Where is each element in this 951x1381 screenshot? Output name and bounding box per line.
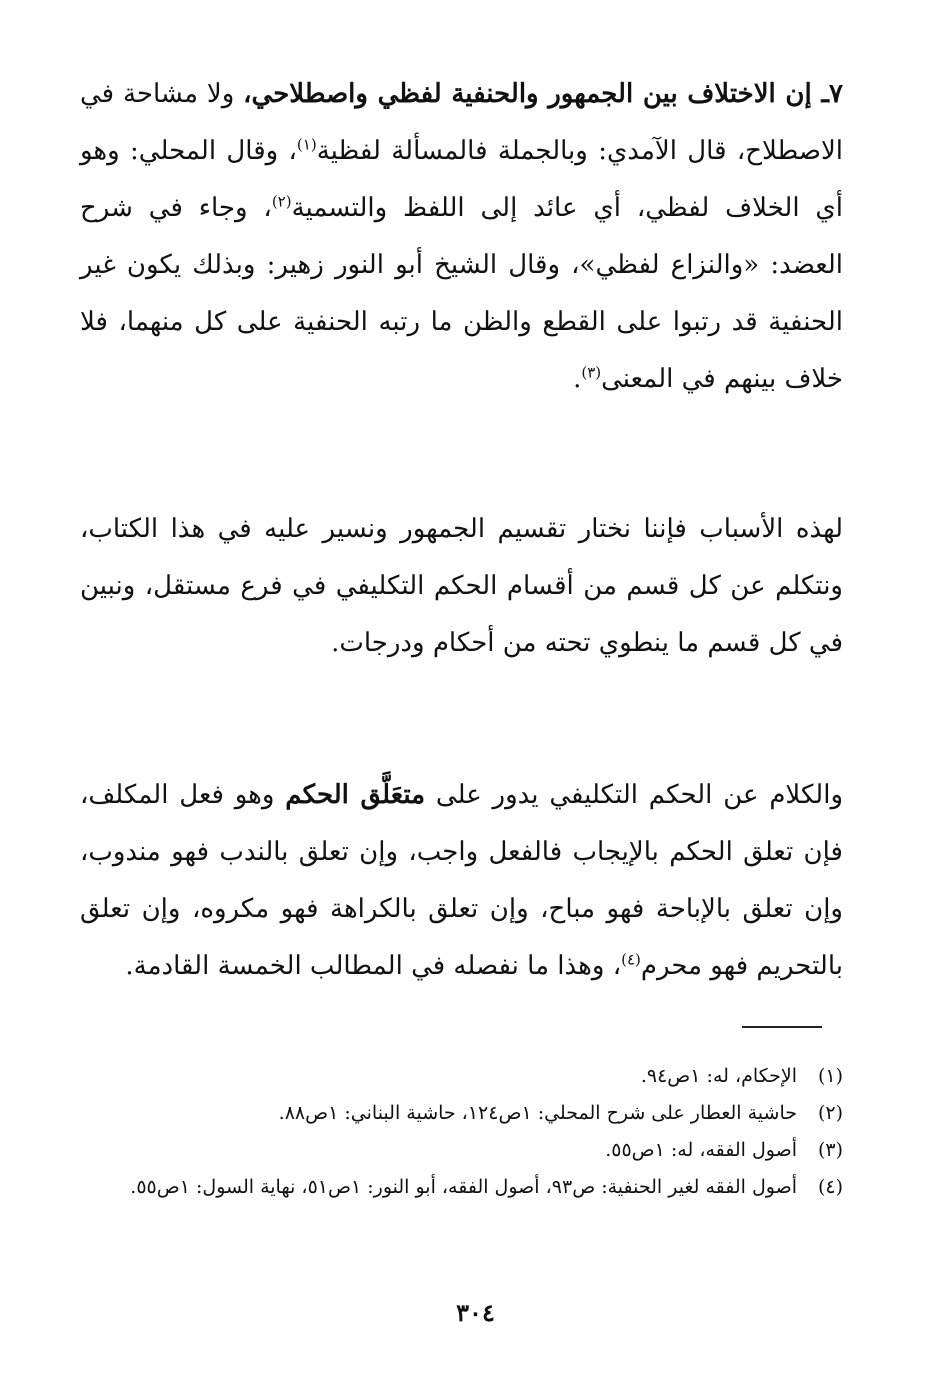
paragraph-1-text-b: ، وقال المحلي: وهو أي الخلاف لفظي، أي عائد إلى اللفظ والتسمية <box>80 136 843 223</box>
footnote-1 <box>80 1058 843 1095</box>
footnote-ref-1[interactable]: (١) <box>296 135 317 154</box>
footnote-text: أصول الفقه لغير الحنفية: ص٩٣، أصول الفقه، أبو النور: ١ص٥١، نهاية السول: ١ص٥٥. <box>130 1176 797 1198</box>
footnote-text: أصول الفقه، له: ١ص٥٥. <box>605 1139 797 1161</box>
footnote-ref-2[interactable]: (٢) <box>271 192 292 211</box>
footnote-ref-4[interactable]: (٤) <box>621 950 641 969</box>
paragraph-3 <box>80 767 843 995</box>
footnote-text: الإحكام، له: ١ص٩٤. <box>640 1065 797 1087</box>
footnote-number: (٢) <box>817 1102 843 1124</box>
footnote-ref-3[interactable]: (٣) <box>581 363 602 382</box>
paragraph-1-heading: ٧ـ إن الاختلاف بين الجمهور والحنفية لفظي واصطلاحي، <box>243 79 843 109</box>
paragraph-3-text-a: والكلام عن الحكم التكليفي يدور على <box>425 780 843 810</box>
footnote-text: حاشية العطار على شرح المحلي: ١ص١٢٤، حاشية البناني: ١ص٨٨. <box>278 1102 797 1124</box>
footnotes-section <box>80 1058 843 1206</box>
paragraph-3-bold-term: متعَلَّق الحكم <box>285 780 426 810</box>
paragraph-1 <box>80 66 843 408</box>
footnote-4 <box>80 1169 843 1206</box>
page-number: ٣٠٤ <box>456 1298 495 1327</box>
footnote-number: (٣) <box>817 1139 843 1161</box>
footnote-separator <box>742 1026 822 1028</box>
paragraph-1-text-d: . <box>573 364 582 394</box>
paragraph-2: لهذه الأسباب فإننا نختار تقسيم الجمهور ونسير عليه في هذا الكتاب، ونتكلم عن كل قسم من أقسام الحكم التكليفي في فرع مستقل، ونبين في كل قسم ما ينطوي تحته من أحكام ودرجات. <box>80 514 843 658</box>
footnote-number: (١) <box>817 1065 843 1087</box>
paragraph-3-text-b: وهو فعل المكلف، فإن تعلق الحكم بالإيجاب فالفعل واجب، وإن تعلق بالندب فهو مندوب، وإن تعلق بالإباحة فهو مباح، وإن تعلق بالكراهة فهو مكروه، وإن تعلق بالتحريم فهو محرم <box>80 780 843 981</box>
paragraph-1-text-a: ولا مشاحة في الاصطلاح، قال الآمدي: وبالجملة فالمسألة لفظية <box>80 79 843 166</box>
footnote-2 <box>80 1095 843 1132</box>
footnote-number: (٤) <box>817 1176 843 1198</box>
page-body <box>80 66 843 995</box>
paragraph-1-text-c: ، وجاء في شرح العضد: «والنزاع لفظي»، وقال الشيخ أبو النور زهير: وبذلك يكون غير الحنفية قد رتبوا على القطع والظن ما رتبه الحنفية على كل منهما، فلا خلاف بينهم في المعنى <box>80 193 843 394</box>
paragraph-3-text-c: ، وهذا ما نفصله في المطالب الخمسة القادمة. <box>125 951 622 981</box>
footnote-3 <box>80 1132 843 1169</box>
